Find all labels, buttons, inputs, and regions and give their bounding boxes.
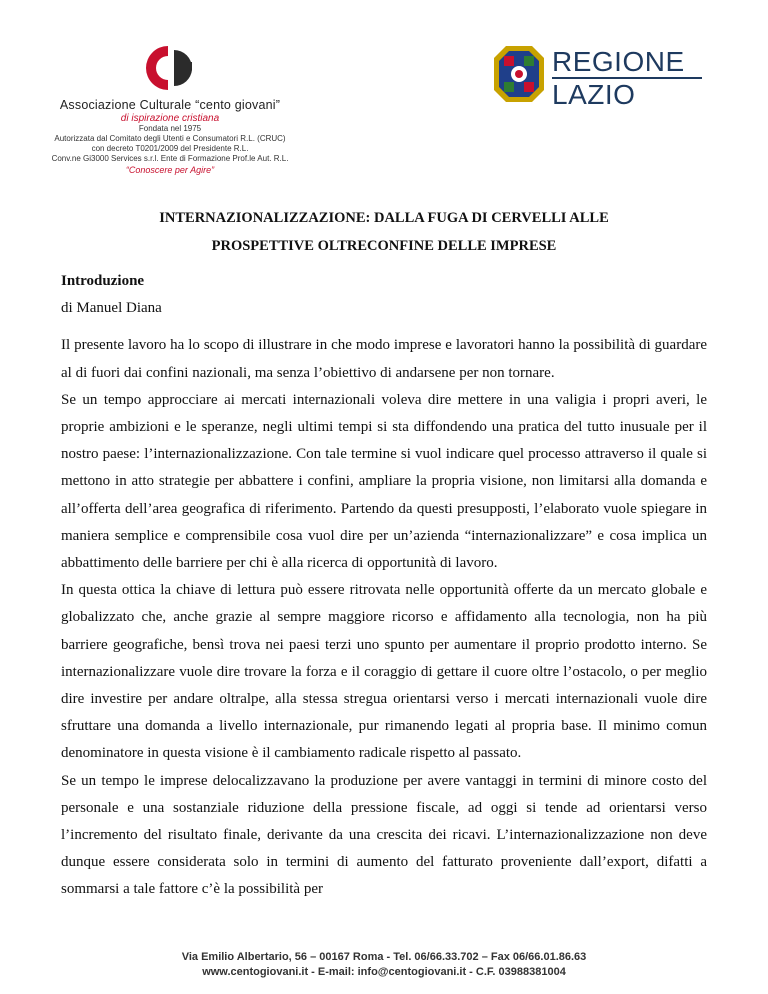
- association-line-convention: Conv.ne Gi3000 Services s.r.l. Ente di Formazione Prof.le Aut. R.L.: [51, 154, 289, 163]
- author-line: di Manuel Diana: [61, 300, 162, 317]
- section-heading: Introduzione: [61, 273, 145, 289]
- association-line-decree: con decreto T0201/2009 del Presidente R.L.: [91, 144, 249, 153]
- paragraph-4: Se un tempo le imprese delocalizzavano la produzione per avere vantaggi in termini di minore costo del personale e una sostanziale riduzione della pressione fiscale, ad oggi si tende ad orientarsi verso l’incremento del risultato finale, derivante da una crescita dei ricavi. L’internazionalizzazione non deve dunque essere considerata solo in termini di aumento del fatturato proveniente dall’export, difatti a sommarsi a tale fattore c’è la possibilità per: [61, 772, 707, 898]
- region-name-line1: REGIONE: [552, 46, 685, 77]
- document-body: [61, 268, 707, 904]
- document-title-line1: INTERNAZIONALIZZAZIONE: DALLA FUGA DI CERVELLI ALLE: [159, 210, 609, 226]
- regione-lazio-logo: [492, 44, 732, 114]
- association-line-founded: Fondata nel 1975: [138, 124, 202, 133]
- footer-address: Via Emilio Albertario, 56 – 00167 Roma - Tel. 06/66.33.702 – Fax 06/66.01.86.63: [181, 951, 587, 963]
- cento-giovani-logo: [138, 40, 202, 96]
- association-header: [40, 40, 300, 175]
- document-title: [80, 204, 688, 260]
- paragraph-3: In questa ottica la chiave di lettura può essere ritrovata nelle opportunità offerte da un mercato globale e globalizzato che, anche grazie al sempre maggiore ricorso e affidamento alla tecnologia, non ha più barriere geografiche, bensì trova nei paesi terzi uno spunto per aumentare il proprio prodotto interno. Se internazionalizzare vuole dire trovare la forza e il coraggio di gettare il cuore oltre l’ostacolo, o per meglio dire investire per andare oltralpe, alla stessa stregua orientarsi verso i mercati internazionali vuole dire sfruttare una domanda a livello internazionale, pur rimanendo legati al propria base. Il minimo comun denominatore in questa visione è il cambiamento radicale rispetto al passato.: [61, 582, 707, 762]
- region-divider: [552, 77, 702, 79]
- region-emblem-icon: [492, 44, 546, 110]
- paragraph-1: Il presente lavoro ha lo scopo di illustrare in che modo imprese e lavoratori hanno la possibilità di guardare al di fuori dai confini nazionali, ma senza l’obiettivo di andarsene per non tornare.: [61, 337, 707, 381]
- region-name-line2: LAZIO: [552, 79, 636, 110]
- document-title-line2: PROSPETTIVE OLTRECONFINE DELLE IMPRESE: [211, 238, 557, 254]
- association-name: Associazione Culturale “cento giovani”: [59, 98, 281, 112]
- paragraph-2: Se un tempo approcciare ai mercati internazionali voleva dire mettere in una valigia i propri averi, le proprie ambizioni e le speranze, negli ultimi tempi si sta diffondendo una pratica del tutto inusuale per il nostro paese: l’internazionalizzazione. Con tale termine si vuol indicare quel processo attraverso il quale si mettono in atto strategie per abbattere i confini, ampliare la propria visione, non limitarsi alla domanda e all’offerta dell’area geografica di riferimento. Partendo da questi presupposti, l’elaborato vuole spiegare in maniera semplice e comprensibile cosa vuol dire per un’azienda “internazionalizzare” e cosa implica un abbattimento delle barriere per chi è alla ricerca di opportunità di lavoro.: [61, 391, 707, 572]
- page-footer: [0, 950, 768, 980]
- association-line-authorization: Autorizzata dal Comitato degli Utenti e Consumatori R.L. (CRUC): [54, 134, 286, 143]
- footer-contacts: www.centogiovani.it - E-mail: info@centogiovani.it - C.F. 03988381004: [202, 966, 566, 978]
- association-motto: “Conoscere per Agire”: [125, 165, 215, 175]
- association-subtitle: di ispirazione cristiana: [120, 113, 220, 124]
